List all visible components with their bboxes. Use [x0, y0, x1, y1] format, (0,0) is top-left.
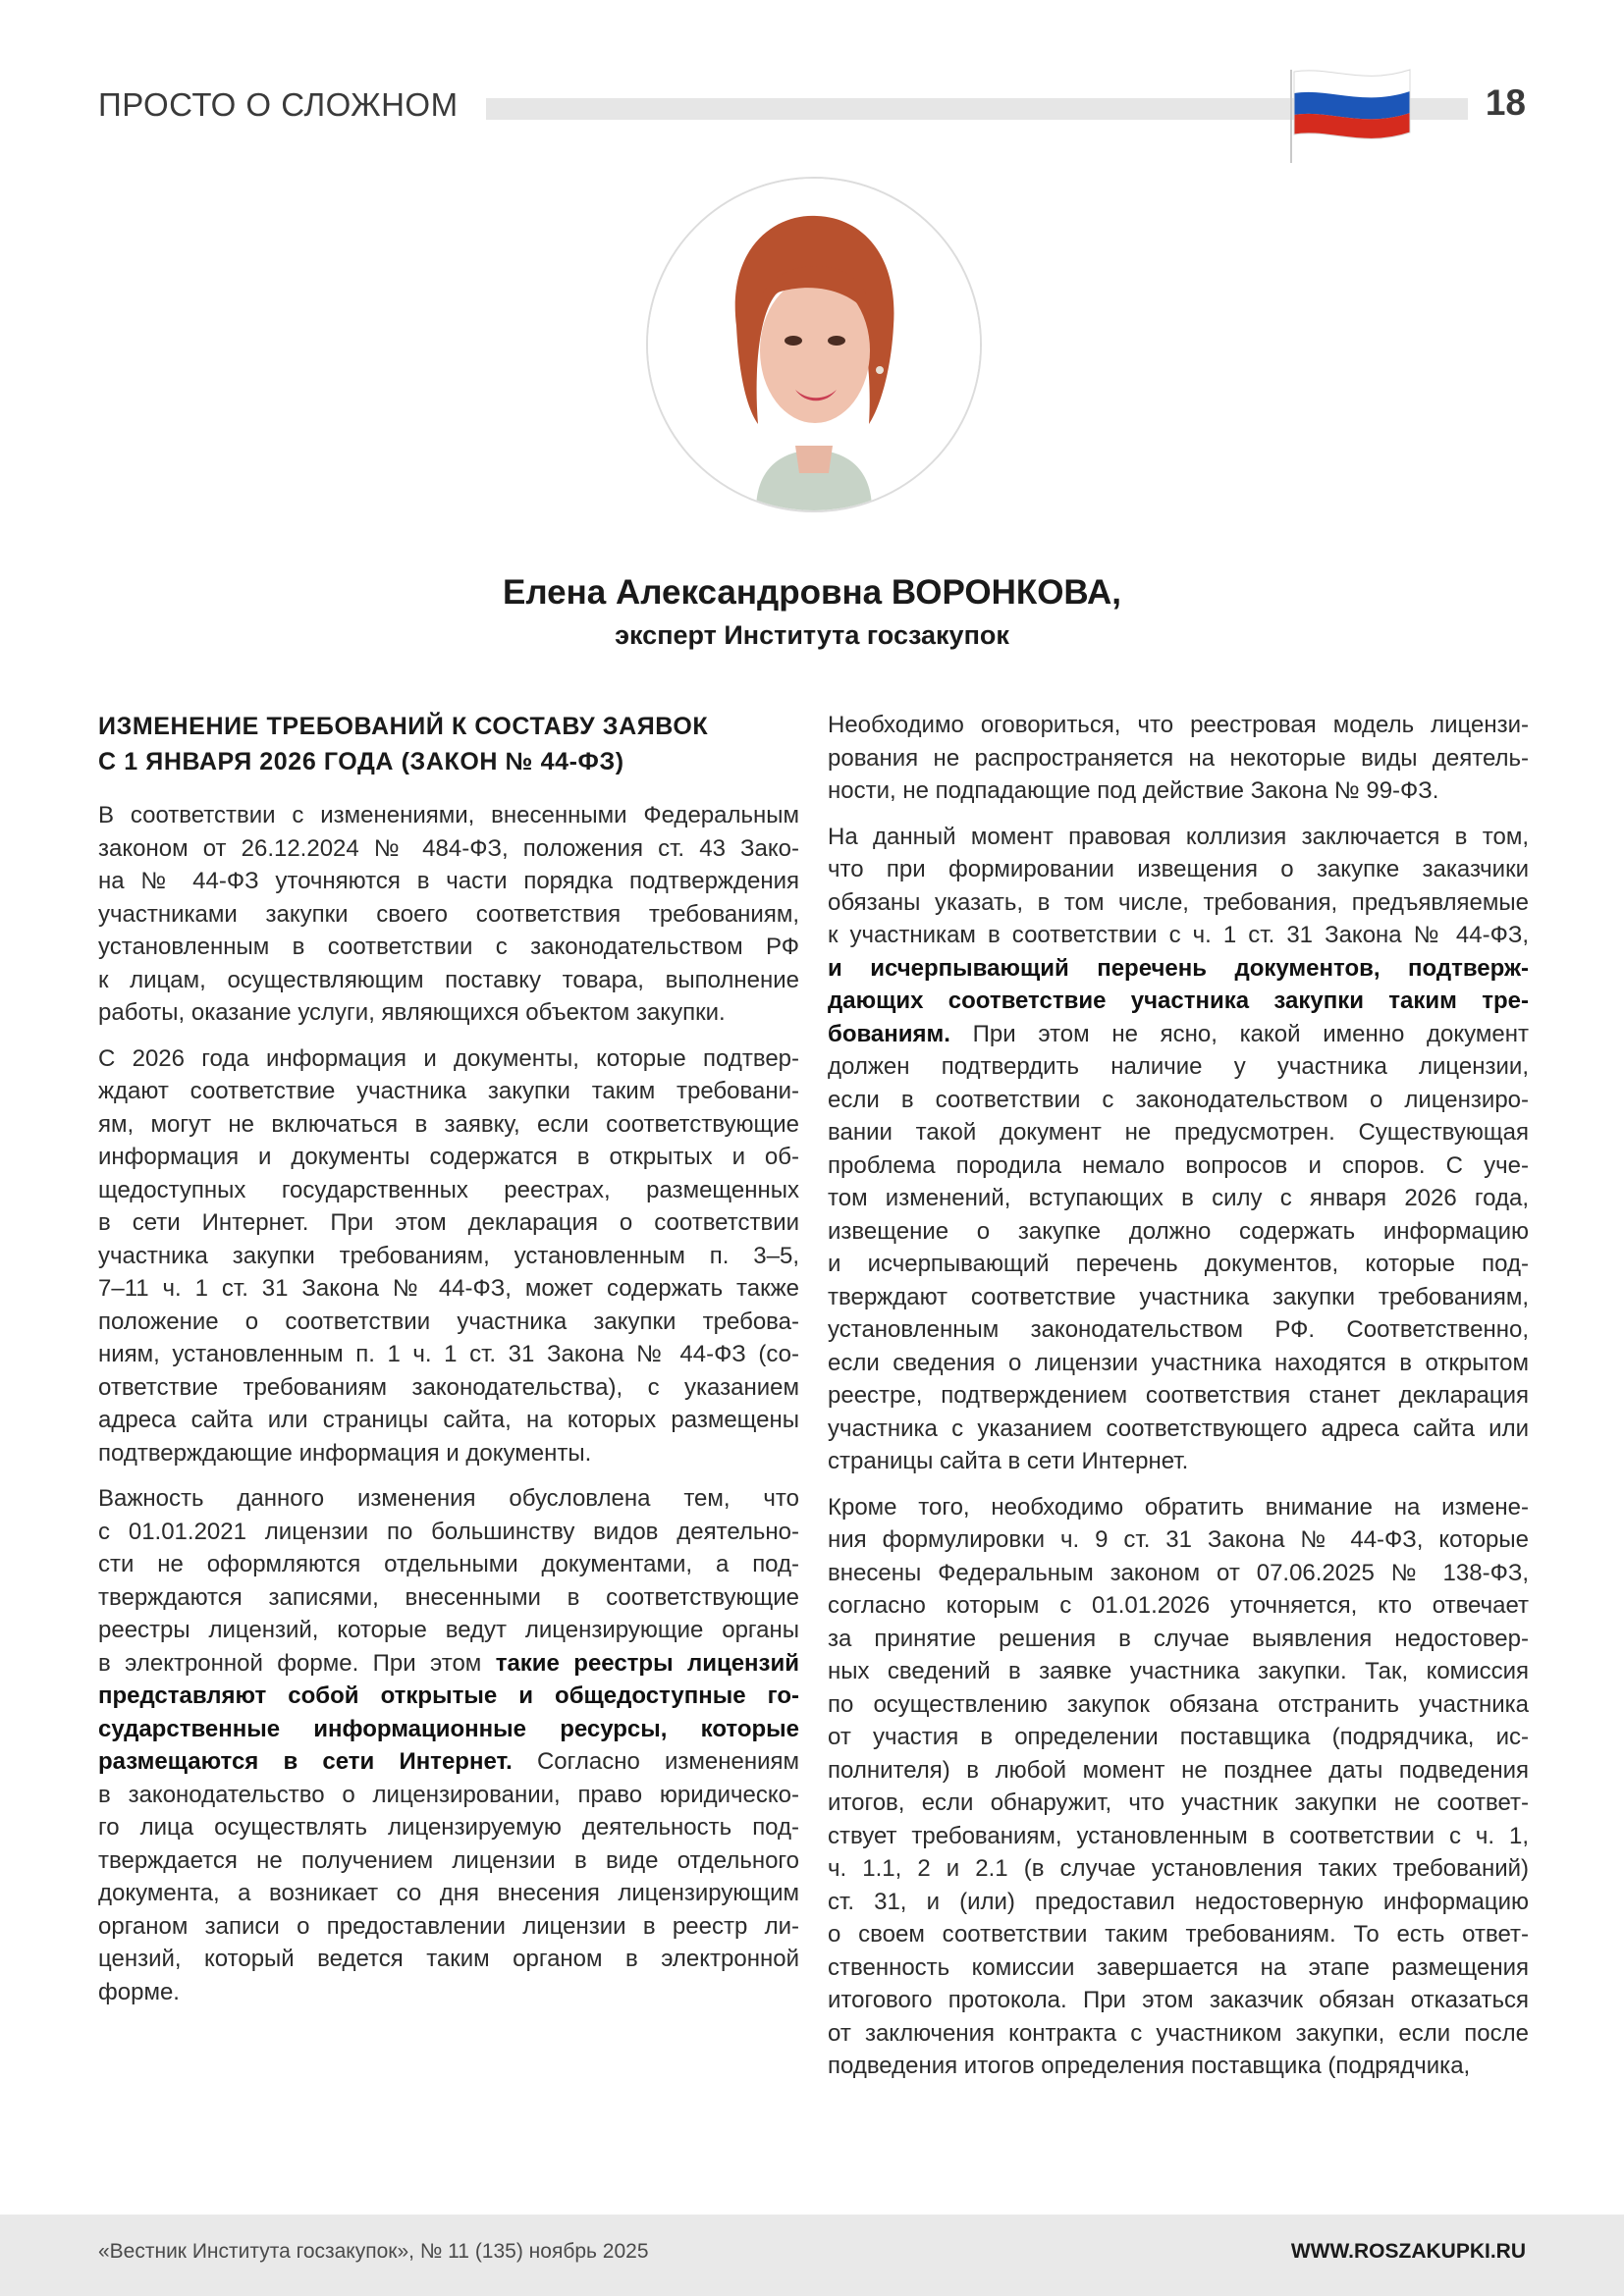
text-run: если в соответствии с законодательством о лицензиро-	[828, 1086, 1529, 1113]
paragraph	[828, 709, 1529, 808]
text-line	[98, 799, 799, 832]
article-title-line: С 1 ЯНВАРЯ 2026 ГОДА (ЗАКОН № 44-ФЗ)	[98, 748, 624, 775]
author-role: эксперт Института госзакупок	[615, 620, 1009, 650]
text-line	[98, 1174, 799, 1207]
text-run: реестры лицензий, которые ведут лицензирующие органы	[98, 1617, 799, 1643]
text-run: При этом не ясно, какой именно документ	[949, 1020, 1529, 1047]
text-line	[828, 1918, 1529, 1951]
text-run: положение о соответствии участника закупки требова-	[98, 1308, 799, 1335]
text-line	[828, 1084, 1529, 1117]
text-line	[828, 1951, 1529, 1985]
text-run: должен подтвердить наличие у участника лицензии,	[828, 1053, 1529, 1080]
text-line	[828, 2050, 1529, 2083]
text-run: ния формулировки ч. 9 ст. 31 Закона № 44-ФЗ, которые	[828, 1526, 1529, 1553]
text-run: ниям, установленным п. 1 ч. 1 ст. 31 Закона № 44-ФЗ (со-	[98, 1341, 799, 1367]
column-left	[98, 709, 799, 2021]
text-run: том изменений, вступающих в силу с января 2026 года,	[828, 1185, 1529, 1211]
text-run: форме.	[98, 1978, 180, 2005]
text-line	[98, 1516, 799, 1549]
text-run: законом от 26.12.2024 № 484-ФЗ, положения ст. 43 Зако-	[98, 834, 799, 862]
text-line	[828, 821, 1529, 854]
text-line	[828, 952, 1529, 986]
text-run: цензий, который ведется таким органом в электронной	[98, 1946, 799, 1972]
column-right	[828, 709, 1529, 2096]
text-line	[98, 1338, 799, 1371]
text-run: щедоступных государственных реестрах, размещенных	[98, 1176, 799, 1203]
text-line	[828, 1820, 1529, 1853]
text-line	[98, 1141, 799, 1174]
text-line	[98, 865, 799, 898]
text-line	[98, 1482, 799, 1516]
website-url[interactable]: WWW.ROSZAKUPKI.RU	[1290, 2240, 1526, 2263]
text-run: С 2026 года информация и документы, которые подтвер-	[98, 1044, 799, 1072]
text-line	[98, 1042, 799, 1076]
text-line	[98, 931, 799, 964]
text-line	[98, 1548, 799, 1581]
text-run: итогового протокола. При этом заказчик обязан отказаться	[828, 1987, 1529, 2013]
text-line	[828, 774, 1529, 808]
text-line	[828, 1787, 1529, 1820]
text-line	[98, 832, 799, 866]
text-line	[98, 1240, 799, 1273]
text-line	[98, 1745, 799, 1779]
right-column-body	[828, 709, 1529, 2083]
text-run: тверждаются записями, внесенными в соответствующие	[98, 1583, 799, 1611]
text-run: вании такой документ не предусмотрен. Существующая	[828, 1119, 1529, 1146]
text-line	[828, 1984, 1529, 2017]
text-line	[98, 1943, 799, 1976]
text-line	[828, 985, 1529, 1018]
text-line	[98, 1306, 799, 1339]
page-footer	[0, 2215, 1624, 2296]
text-run: Необходимо оговориться, что реестровая модель лицензи-	[828, 712, 1529, 738]
text-line	[98, 1581, 799, 1615]
bold-text: сударственные информационные ресурсы, которые	[98, 1715, 799, 1742]
text-run: итогов, если обнаружит, что участник закупки не соответ-	[828, 1789, 1529, 1816]
text-line	[98, 1877, 799, 1910]
text-line	[98, 898, 799, 932]
text-line	[828, 1149, 1529, 1183]
text-run: ности, не подпадающие под действие Закона № 99-ФЗ.	[828, 777, 1439, 804]
text-line	[828, 1754, 1529, 1788]
text-line	[828, 919, 1529, 952]
text-line	[828, 2017, 1529, 2051]
text-run: к участникам в соответствии с ч. 1 ст. 31 Закона № 44-ФЗ,	[828, 922, 1529, 948]
text-run: Важность данного изменения обусловлена тем, что	[98, 1485, 799, 1512]
text-line	[98, 1779, 799, 1812]
bold-text: дающих соответствие участника закупки таким тре-	[828, 988, 1529, 1014]
text-run: установленным в соответствии с законодательством РФ	[98, 934, 799, 960]
text-line	[828, 1445, 1529, 1478]
text-line	[98, 1404, 799, 1437]
text-line	[98, 1713, 799, 1746]
article-title-line: ИЗМЕНЕНИЕ ТРЕБОВАНИЙ К СОСТАВУ ЗАЯВОК	[98, 713, 709, 740]
text-line	[98, 1844, 799, 1878]
text-line	[98, 1206, 799, 1240]
bold-text: такие реестры лицензий	[495, 1649, 799, 1677]
text-run: ных сведений в заявке участника закупки. Так, комиссия	[828, 1658, 1529, 1684]
text-run: страницы сайта в сети Интернет.	[828, 1448, 1189, 1474]
text-run: тверждают соответствие участника закупки требованиям,	[828, 1283, 1529, 1310]
text-run: от заключения контракта с участником закупки, если после	[828, 2019, 1529, 2047]
paragraph	[98, 799, 799, 1030]
text-run: ям, могут не включаться в заявку, если соответствующие	[98, 1110, 799, 1138]
text-run: в законодательство о лицензировании, право юридическо-	[98, 1781, 799, 1808]
text-run: по осуществлению закупок обязана отстранить участника	[828, 1690, 1529, 1718]
text-run: ственность комиссии завершается на этапе размещения	[828, 1953, 1529, 1981]
paragraph	[828, 1491, 1529, 2083]
author-portrait	[646, 177, 982, 512]
text-line	[828, 1018, 1529, 1051]
text-line	[98, 1371, 799, 1405]
section-heading: ПРОСТО О СЛОЖНОМ	[98, 86, 459, 123]
text-run: о своем соответствии таким требованиям. То есть ответ-	[828, 1921, 1529, 1948]
journal-citation: «Вестник Института госзакупок», № 11 (135) ноябрь 2025	[98, 2240, 649, 2263]
text-line	[828, 1215, 1529, 1249]
page-number: 18	[1485, 82, 1526, 123]
text-line	[828, 1523, 1529, 1557]
text-run: на № 44-ФЗ уточняются в части порядка подтверждения	[98, 868, 799, 894]
text-run: участника закупки требованиям, установленным п. 3–5,	[98, 1242, 799, 1269]
text-run: за принятие решения в случае выявления недостовер-	[828, 1625, 1529, 1652]
author-name: Елена Александровна ВОРОНКОВА,	[503, 573, 1121, 612]
text-run: с 01.01.2021 лицензии по большинству видов деятельно-	[98, 1518, 799, 1545]
text-line	[98, 1108, 799, 1142]
text-run: в электронной форме. При этом	[98, 1649, 496, 1677]
paragraph	[98, 1482, 799, 2008]
text-run: 7–11 ч. 1 ст. 31 Закона № 44-ФЗ, может содержать также	[98, 1275, 799, 1302]
text-run: от участия в определении поставщика (подрядчика, ис-	[828, 1724, 1529, 1750]
text-run: внесены Федеральным законом от 07.06.2025 № 138-ФЗ,	[828, 1559, 1529, 1586]
text-line	[98, 1910, 799, 1944]
author-block	[0, 573, 1624, 651]
text-line	[98, 996, 799, 1030]
text-run: ждают соответствие участника закупки таким требовани-	[98, 1078, 799, 1104]
text-line	[828, 1688, 1529, 1722]
text-run: ствует требованиям, установленным в соответствии с ч. 1,	[828, 1822, 1529, 1849]
text-line	[828, 1116, 1529, 1149]
text-line	[828, 1313, 1529, 1347]
text-run: к лицам, осуществляющим поставку товара, выполнение	[98, 966, 799, 993]
text-line	[828, 1248, 1529, 1281]
author-portrait-image	[648, 179, 980, 510]
text-run: полнителя) в любой момент не позднее даты подведения	[828, 1756, 1529, 1784]
text-line	[828, 742, 1529, 775]
text-run: информация и документы содержатся в открытых и об-	[98, 1144, 799, 1170]
text-line	[828, 1886, 1529, 1919]
text-line	[828, 853, 1529, 886]
left-column-body	[98, 799, 799, 2008]
text-run: Согласно изменениям	[512, 1748, 799, 1775]
text-line	[98, 1614, 799, 1647]
text-line	[98, 1680, 799, 1713]
text-run: ч. 1.1, 2 и 2.1 (в случае установления таких требований)	[828, 1855, 1529, 1882]
text-run: подтверждающие информация и документы.	[98, 1439, 592, 1467]
text-run: установленным законодательством РФ. Соответственно,	[828, 1316, 1529, 1343]
text-run: органом записи о предоставлении лицензии в реестр ли-	[98, 1912, 799, 1940]
bold-text: бованиям.	[828, 1020, 950, 1047]
text-line	[828, 1491, 1529, 1524]
text-run: Кроме того, необходимо обратить внимание на измене-	[828, 1493, 1529, 1521]
bold-text: размещаются в сети Интернет.	[98, 1748, 513, 1775]
text-run: проблема породила немало вопросов и споров. С уче-	[828, 1151, 1529, 1179]
text-line	[98, 1272, 799, 1306]
text-line	[98, 1976, 799, 2009]
text-run: адреса сайта или страницы сайта, на которых размещены	[98, 1407, 799, 1433]
text-line	[828, 1655, 1529, 1688]
text-run: и исчерпывающий перечень документов, которые под-	[828, 1251, 1529, 1277]
text-run: согласно которым с 01.01.2026 уточняется, кто отвечает	[828, 1592, 1529, 1619]
text-line	[828, 1182, 1529, 1215]
text-run: сти не оформляются отдельными документами, а под-	[98, 1551, 799, 1577]
text-run: в сети Интернет. При этом декларация о соответствии	[98, 1209, 799, 1236]
text-line	[828, 886, 1529, 920]
text-run: реестре, подтверждением соответствия станет декларация	[828, 1382, 1529, 1409]
text-line	[828, 1050, 1529, 1084]
text-line	[98, 1811, 799, 1844]
text-run: На данный момент правовая коллизия заключается в том,	[828, 823, 1529, 850]
text-run: подведения итогов определения поставщика (подрядчика,	[828, 2053, 1471, 2079]
bold-text: и исчерпывающий перечень документов, подтверж-	[828, 954, 1529, 982]
text-run: участниками закупки своего соответствия требованиям,	[98, 900, 799, 928]
paragraph	[98, 1042, 799, 1470]
text-line	[828, 1379, 1529, 1413]
text-run: извещение о закупке должно содержать информацию	[828, 1217, 1529, 1245]
text-line	[828, 1347, 1529, 1380]
text-line	[828, 1721, 1529, 1754]
text-line	[828, 1589, 1529, 1623]
text-line	[828, 1281, 1529, 1314]
text-line	[98, 964, 799, 997]
text-run: обязаны указать, в том числе, требования, предъявляемые	[828, 888, 1529, 916]
text-run: если сведения о лицензии участника находятся в открытом	[828, 1349, 1529, 1376]
text-run: ст. 31, и (или) предоставил недостоверную информацию	[828, 1888, 1529, 1915]
text-run: го лица осуществлять лицензируемую деятельность под-	[98, 1814, 799, 1841]
text-run: работы, оказание услуги, являющихся объектом закупки.	[98, 999, 726, 1026]
text-line	[828, 1413, 1529, 1446]
text-line	[98, 1437, 799, 1470]
text-run: В соответствии с изменениями, внесенными Федеральным	[98, 802, 799, 828]
text-run: тверждается не получением лицензии в виде отдельного	[98, 1846, 799, 1874]
article-title	[98, 709, 799, 779]
text-run: ответствие требованиям законодательства), с указанием	[98, 1373, 799, 1401]
text-run: участника с указанием соответствующего адреса сайта или	[828, 1415, 1529, 1442]
text-line	[828, 1852, 1529, 1886]
russian-flag-icon	[1284, 64, 1422, 167]
text-run: что при формировании извещения о закупке заказчики	[828, 856, 1529, 882]
text-line	[98, 1075, 799, 1108]
text-line	[828, 1557, 1529, 1590]
text-run: документа, а возникает со дня внесения лицензирующим	[98, 1880, 799, 1906]
text-line	[828, 1623, 1529, 1656]
text-run: рования не распространяется на некоторые виды деятель-	[828, 744, 1529, 772]
paragraph	[828, 821, 1529, 1478]
text-line	[98, 1647, 799, 1681]
page-header	[98, 77, 1526, 135]
text-line	[828, 709, 1529, 742]
bold-text: представляют собой открытые и общедоступные го-	[98, 1682, 799, 1709]
